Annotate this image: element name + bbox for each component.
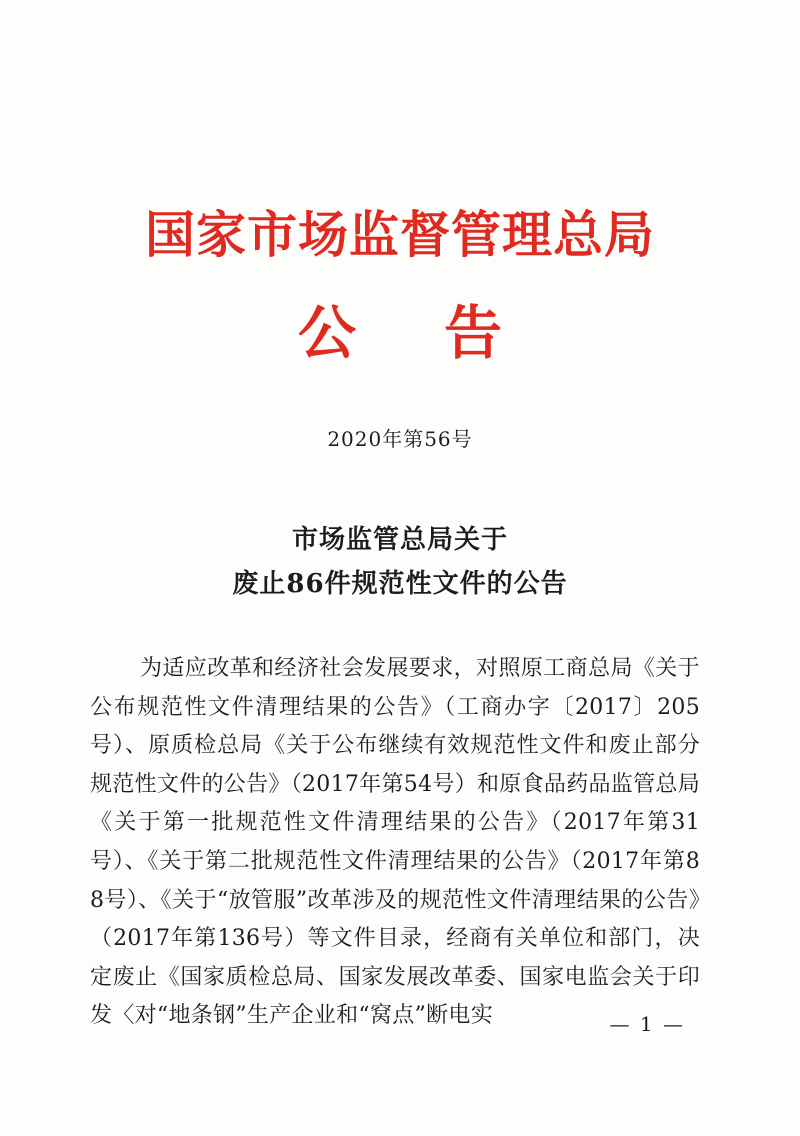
body-paragraph: 为适应改革和经济社会发展要求，对照原工商总局《关于公布规范性文件清理结果的公告》（工商办字〔2017〕205号）、原质检总局《关于公布继续有效规范性文件和废止部分规范性文件的公告》（2017年第54号）和原食品药品监管总局《关于第一批规范性文件清理结果的公告》（2017年第31号）、《关于第二批规范性文件清理结果的公告》（2017年第88号）、《关于“放管服”改革涉及的规范性文件清理结果的公告》（2017年第136号）等文件目录，经商有关单位和部门，决定废止《国家质检总局、国家发展改革委、国家电监会关于印发〈对“地条钢”生产企业和“窝点”断电实: [90, 656, 700, 1029]
title-line-1: 市场监管总局关于: [291, 525, 508, 555]
document-type-heading: 公告: [297, 299, 590, 367]
announcement-title: [0, 518, 800, 606]
page-number: — 1 —: [609, 1012, 685, 1036]
issuer-title: 国家市场监督管理总局: [145, 205, 655, 264]
document-number: 2020年第56号: [327, 427, 473, 451]
title-line-2: 废止86件规范性文件的公告: [232, 569, 568, 599]
